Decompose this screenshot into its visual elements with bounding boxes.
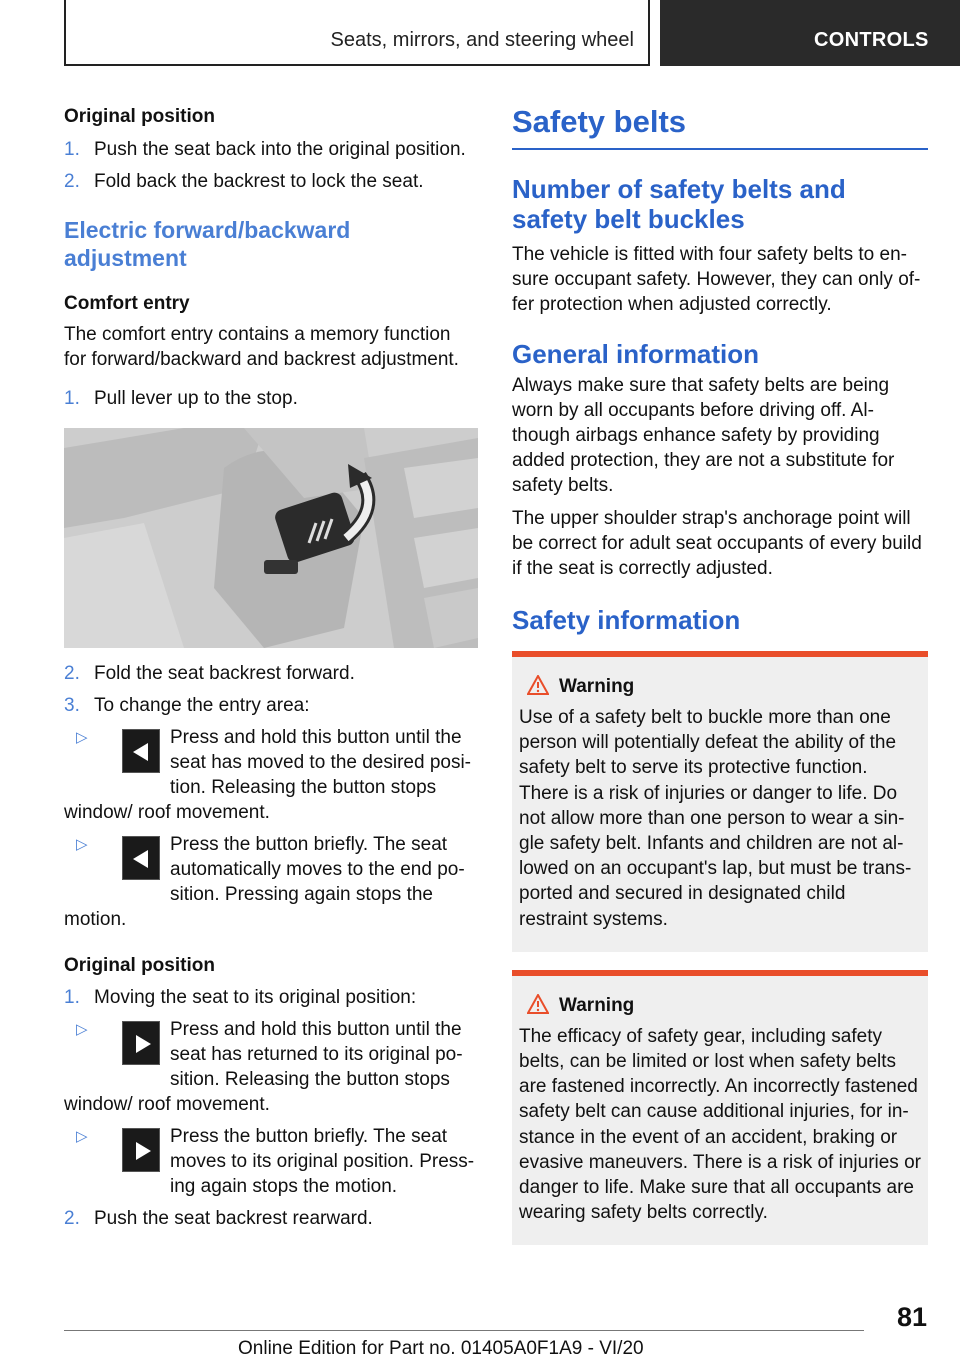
warning-triangle-icon bbox=[527, 675, 549, 695]
right-column bbox=[512, 100, 928, 1245]
step-number: 2. bbox=[64, 171, 80, 192]
electric-adjustment-heading: Electric forward/backward adjustment bbox=[64, 217, 351, 271]
step-item bbox=[64, 169, 478, 194]
step-item bbox=[64, 386, 478, 411]
warning-text: The efficacy of safety gear, including safety belts, can be limited or lost when safety belts are fastened incorrectly. An incorrectly fastened safety belt can cause additional injuries, for in- stance in the event of an accident, braking or evasive maneuvers. There is a risk of injuries or danger to life. Make sure that all occupants are wearing safety belts correctly. bbox=[519, 1025, 921, 1224]
sub-item bbox=[64, 725, 478, 825]
comfort-entry-heading: Comfort entry bbox=[64, 293, 190, 314]
seat-back-button-icon bbox=[122, 729, 160, 773]
sub-text: Press and hold this button until the seat has moved to the desired posi- tion. Releasing the button stops window/ roof movement. bbox=[64, 727, 472, 823]
general-information-text: Always make sure that safety belts are being worn by all occupants before driving off. Al- though airbags enhance safety by providing added protection, they are not a substitute for safety belts. bbox=[512, 375, 895, 496]
step-text: Fold back the backrest to lock the seat. bbox=[94, 171, 424, 192]
bullet-triangle: ▷ bbox=[76, 1021, 88, 1038]
title-rule bbox=[512, 148, 928, 150]
bullet-triangle: ▷ bbox=[76, 729, 88, 746]
step-text: Push the seat backrest rearward. bbox=[94, 1208, 373, 1229]
step-number: 2. bbox=[64, 1208, 80, 1229]
sub-item bbox=[64, 832, 478, 932]
warning-text: Use of a safety belt to buckle more than one person will potentially defeat the ability of the safety belt to serve its protective function. There is a risk of injuries or danger to life. Do not allow more than one person to wear a sin- gle safety belt. Infants and children are not al- lowed on an occupant's lap, but must be trans- ported and secured in designated child restraint systems. bbox=[519, 707, 912, 930]
bullet-triangle: ▷ bbox=[76, 836, 88, 853]
step-item bbox=[64, 693, 478, 718]
step-number: 1. bbox=[64, 388, 80, 409]
sub-item bbox=[64, 1017, 478, 1117]
step-text: To change the entry area: bbox=[94, 695, 310, 716]
warning-title bbox=[519, 994, 921, 1018]
seat-forward-button-icon bbox=[122, 1128, 160, 1172]
seat-lever-illustration bbox=[64, 428, 478, 648]
step-text: Push the seat back into the original position. bbox=[94, 139, 466, 160]
step-number: 1. bbox=[64, 139, 80, 160]
sub-text: Press and hold this button until the seat has returned to its original po- sition. Releasing the button stops window/ roof movement. bbox=[64, 1019, 463, 1115]
section-title: Seats, mirrors, and steering wheel bbox=[330, 29, 634, 51]
step-number: 2. bbox=[64, 663, 80, 684]
step-number: 3. bbox=[64, 695, 80, 716]
chapter-tab bbox=[660, 0, 960, 66]
number-of-belts-heading: Number of safety belts and safety belt buckles bbox=[512, 174, 846, 234]
number-of-belts-text: The vehicle is fitted with four safety belts to en- sure occupant safety. However, they can only of- fer protection when adjusted correctly. bbox=[512, 244, 921, 315]
general-information-heading: General information bbox=[512, 339, 760, 369]
original-position-heading: Original position bbox=[64, 106, 215, 127]
footer-rule bbox=[64, 1330, 864, 1331]
bullet-triangle: ▷ bbox=[76, 1128, 88, 1145]
step-text: Pull lever up to the stop. bbox=[94, 388, 298, 409]
warning-title-text: Warning bbox=[559, 994, 635, 1016]
seat-forward-button-icon bbox=[122, 1021, 160, 1065]
comfort-entry-lever-figure bbox=[64, 428, 478, 648]
sub-item bbox=[64, 1124, 478, 1199]
step-text: Fold the seat backrest forward. bbox=[94, 663, 355, 684]
left-column bbox=[64, 100, 478, 1231]
step-item bbox=[64, 1206, 478, 1231]
original-position-heading: Original position bbox=[64, 955, 215, 976]
safety-belts-title: Safety belts bbox=[512, 104, 687, 139]
section-tab bbox=[64, 0, 650, 66]
general-information-text-2: The upper shoulder strap's anchorage point will be correct for adult seat occupants of every build if the seat is correctly adjusted. bbox=[512, 508, 922, 579]
footer-edition: Online Edition for Part no. 01405A0F1A9 - VI/20 bbox=[238, 1338, 644, 1359]
warning-box bbox=[512, 970, 928, 1246]
warning-triangle-icon bbox=[527, 994, 549, 1014]
page-number: 81 bbox=[896, 1302, 927, 1332]
step-item bbox=[64, 137, 478, 162]
comfort-entry-text: The comfort entry contains a memory function for forward/backward and backrest adjustment. bbox=[64, 324, 459, 370]
step-number: 1. bbox=[64, 987, 80, 1008]
warning-title-text: Warning bbox=[559, 676, 635, 697]
warning-box bbox=[512, 651, 928, 952]
step-item bbox=[64, 985, 478, 1010]
warning-title bbox=[519, 675, 921, 699]
step-text: Moving the seat to its original position: bbox=[94, 987, 417, 1008]
chapter-title: CONTROLS bbox=[814, 29, 929, 51]
step-item bbox=[64, 661, 478, 686]
sub-text: Press the button briefly. The seat moves to its original position. Press- ing again stops the motion. bbox=[170, 1126, 475, 1197]
safety-information-heading: Safety information bbox=[512, 605, 741, 635]
sub-text: Press the button briefly. The seat automatically moves to the end po- sition. Pressing again stops the motion. bbox=[64, 834, 465, 930]
page-header bbox=[0, 0, 960, 66]
seat-back-button-icon bbox=[122, 836, 160, 880]
